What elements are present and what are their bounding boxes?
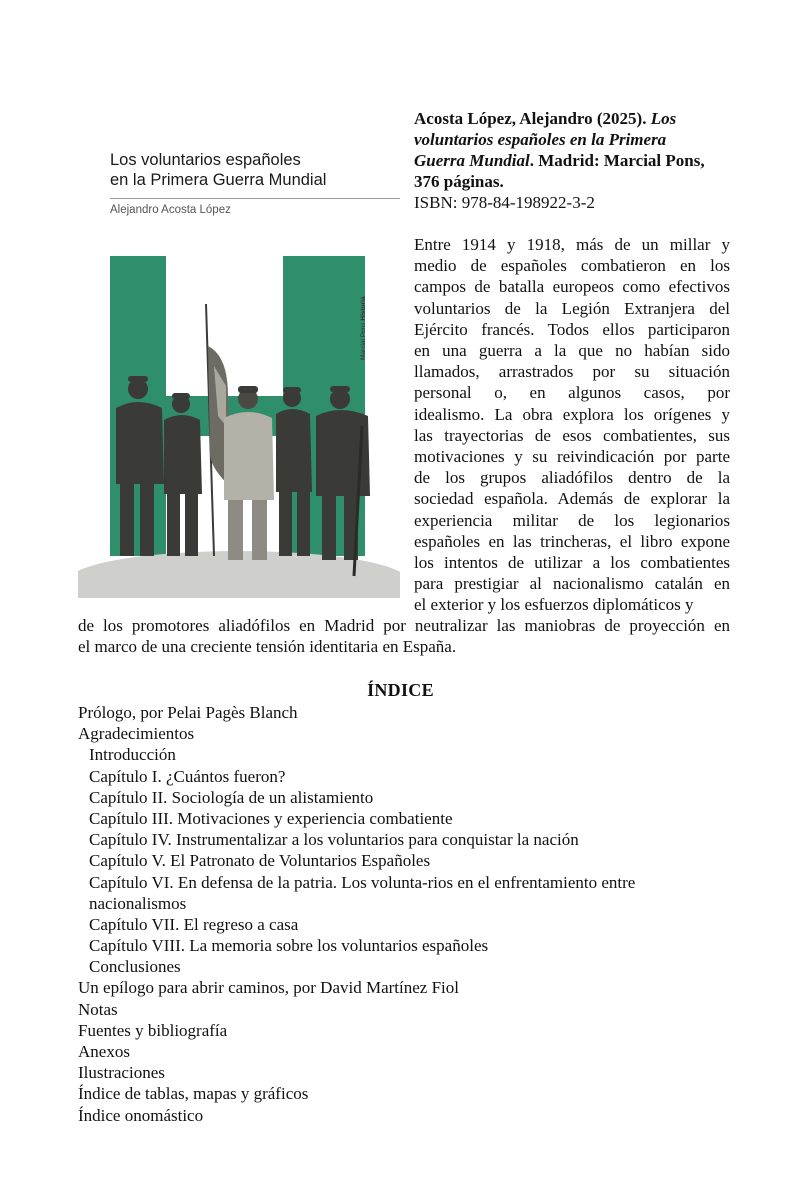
citation-title-part-3: Guerra Mundial: [414, 151, 530, 170]
abstract-line: Ejército francés. Todos ellos participaron: [414, 319, 730, 339]
index-item: Prólogo, por Pelai Pagès Blanch: [78, 703, 298, 722]
abstract-line: llamados, arrastrados por su situación: [414, 362, 730, 382]
index-item: Ilustraciones: [78, 1063, 165, 1083]
index-item: Anexos: [78, 1042, 130, 1061]
cover-publisher-label: [360, 296, 367, 360]
citation-title-part-1: Los: [650, 109, 677, 128]
index-item: nacionalismos: [89, 893, 187, 913]
citation-author-year: Acosta López, Alejandro (2025).: [414, 109, 647, 128]
index-item: Conclusiones: [89, 957, 181, 977]
abstract-line: los intentos de utilizar a los combatientes: [414, 553, 730, 573]
abstract-line: españoles en las trincheras, el libro expone: [414, 531, 730, 551]
citation-title-part-2: voluntarios españoles en la Primera: [414, 130, 667, 149]
index-item: Introducción: [89, 745, 176, 765]
cover-divider: [110, 198, 400, 199]
abstract-line: Entre 1914 y 1918, más de un millar y: [414, 235, 730, 254]
citation-pages: 376 páginas.: [414, 172, 504, 191]
index-title: ÍNDICE: [367, 680, 434, 700]
abstract-line: el exterior y los esfuerzos diplomáticos y: [414, 595, 694, 615]
abstract-line: campos de batalla europeos como efectivos: [414, 277, 730, 297]
citation-isbn: ISBN: 978-84-198922-3-2: [414, 193, 595, 212]
index-item: Capítulo I. ¿Cuántos fueron?: [89, 766, 286, 786]
index-item: Capítulo VI. En defensa de la patria. Los volunta-rios en el enfrentamiento entre: [89, 872, 636, 892]
index-item: Fuentes y bibliografía: [78, 1020, 228, 1040]
index-item: Un epílogo para abrir caminos, por David Martínez Fiol: [78, 978, 459, 998]
index-item: Capítulo VIII. La memoria sobre los voluntarios españoles: [89, 936, 489, 956]
abstract-line: motivaciones y su reivindicación por parte: [414, 447, 730, 467]
index-item: Notas: [78, 999, 118, 1019]
citation-publisher: . Madrid: Marcial Pons,: [529, 151, 705, 170]
abstract-line: idealismo. La obra explora los orígenes y: [414, 404, 730, 424]
index-item: Capítulo II. Sociología de un alistamiento: [89, 787, 374, 807]
abstract-line: de los promotores aliadófilos en Madrid por neutralizar las maniobras de proyección en: [78, 616, 730, 635]
abstract-line: voluntarios de la Legión Extranjera del: [414, 298, 730, 318]
abstract-line: las trayectorias de esos combatientes, sus: [414, 425, 730, 445]
abstract-line: sociedad española. Además de explorar la: [414, 489, 730, 509]
index-item: Índice de tablas, mapas y gráficos: [78, 1084, 309, 1104]
cover-author: Alejandro Acosta López: [110, 204, 231, 216]
abstract-line: de los grupos aliadófilos dentro de la: [414, 468, 730, 488]
index-item: Capítulo III. Motivaciones y experiencia combatiente: [89, 808, 453, 828]
index-item: Capítulo VII. El regreso a casa: [89, 914, 299, 934]
abstract-line: medio de españoles combatieron en los: [414, 256, 730, 276]
abstract-line: en una guerra a la que no habían sido: [414, 341, 730, 361]
book-cover: [78, 128, 400, 598]
index-item: Capítulo IV. Instrumentalizar a los voluntarios para conquistar la nación: [89, 830, 579, 850]
book-citation: [414, 108, 734, 192]
abstract-line: para prestigiar al nacionalismo catalán en: [414, 574, 730, 594]
cover-title-line-2: en la Primera Guerra Mundial: [110, 171, 327, 189]
cover-series-name: Historia: [360, 296, 367, 321]
abstract-paragraph-continued: [78, 615, 730, 657]
cover-title-line-1: Los voluntarios españoles: [110, 151, 301, 169]
abstract-line: personal o, en algunos casos, por: [414, 383, 730, 403]
abstract-line: el marco de una creciente tensión identitaria en España.: [78, 637, 457, 657]
abstract-line: experiencia militar de los legionarios: [414, 510, 730, 530]
index-item: Capítulo V. El Patronato de Voluntarios Españoles: [89, 851, 431, 871]
cover-title: [110, 150, 390, 190]
abstract-paragraph: [414, 234, 730, 616]
cover-photo-soldiers: [78, 256, 400, 598]
index-item: Índice onomástico: [78, 1105, 204, 1125]
index-list: [78, 702, 738, 1126]
cover-publisher-name: Marcial Pons: [360, 322, 367, 360]
index-item: Agradecimientos: [78, 724, 195, 744]
